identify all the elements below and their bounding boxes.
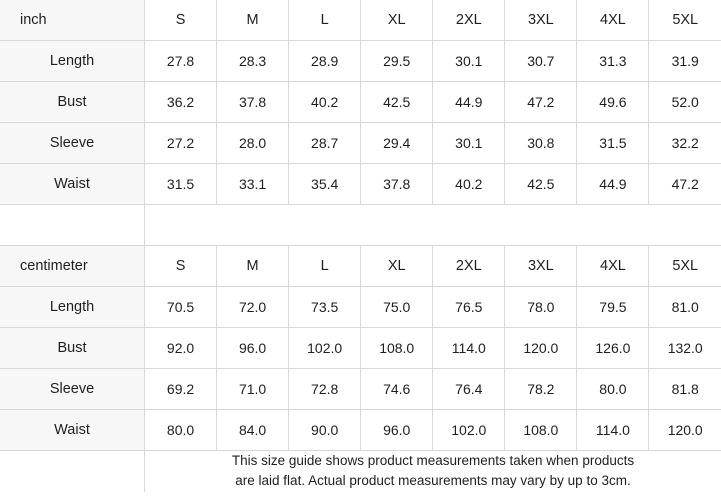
cell: 120.0 [505,328,577,369]
column-header-2xl: 2XL [433,0,505,41]
row-label-length: Length [0,287,145,328]
cell: 108.0 [505,410,577,451]
cell: 29.4 [361,123,433,164]
cell: 80.0 [145,410,217,451]
cell: 90.0 [289,410,361,451]
cell: 84.0 [217,410,289,451]
cell: 69.2 [145,369,217,410]
row-label-sleeve: Sleeve [0,369,145,410]
cell: 30.1 [433,41,505,82]
cell: 35.4 [289,164,361,205]
column-header-s: S [145,0,217,41]
column-header-s: S [145,246,217,287]
column-header-l: L [289,246,361,287]
cell: 27.2 [145,123,217,164]
cell: 96.0 [217,328,289,369]
cell: 28.9 [289,41,361,82]
row-label-bust: Bust [0,328,145,369]
cell: 75.0 [361,287,433,328]
cell: 40.2 [289,82,361,123]
table-row [0,369,721,410]
table-row [0,328,721,369]
row-label-bust: Bust [0,82,145,123]
column-header-3xl: 3XL [505,0,577,41]
cell: 42.5 [361,82,433,123]
row-label-sleeve: Sleeve [0,123,145,164]
column-header-5xl: 5XL [649,0,721,41]
cell: 114.0 [433,328,505,369]
table-row [0,410,721,451]
cell: 70.5 [145,287,217,328]
cell: 76.4 [433,369,505,410]
column-header-m: M [217,246,289,287]
column-header-4xl: 4XL [577,0,649,41]
row-label-waist: Waist [0,164,145,205]
cell: 96.0 [361,410,433,451]
footnote [145,451,721,492]
cell: 74.6 [361,369,433,410]
footnote-row [0,451,721,492]
footnote-spacer [0,451,145,492]
cell: 44.9 [433,82,505,123]
cell: 72.8 [289,369,361,410]
cell: 33.1 [217,164,289,205]
cell: 102.0 [433,410,505,451]
footnote-line-2: are laid flat. Actual product measurements may vary by up to 3cm. [235,473,631,489]
cell: 27.8 [145,41,217,82]
cell: 92.0 [145,328,217,369]
cell: 132.0 [649,328,721,369]
cell: 108.0 [361,328,433,369]
cell: 81.8 [649,369,721,410]
cell: 31.5 [577,123,649,164]
cell: 73.5 [289,287,361,328]
cell: 114.0 [577,410,649,451]
cell: 32.2 [649,123,721,164]
column-header-2xl: 2XL [433,246,505,287]
cell: 47.2 [505,82,577,123]
cell: 102.0 [289,328,361,369]
cell: 79.5 [577,287,649,328]
cell: 80.0 [577,369,649,410]
column-header-l: L [289,0,361,41]
column-header-4xl: 4XL [577,246,649,287]
cell: 47.2 [649,164,721,205]
cell: 76.5 [433,287,505,328]
cell: 81.0 [649,287,721,328]
table-row [0,123,721,164]
table-gap-row [0,205,721,246]
unit-label-inch: inch [0,0,145,41]
table-row [0,287,721,328]
cell: 44.9 [577,164,649,205]
cell: 30.7 [505,41,577,82]
column-header-m: M [217,0,289,41]
cell: 31.9 [649,41,721,82]
cell: 31.3 [577,41,649,82]
column-header-5xl: 5XL [649,246,721,287]
cell: 40.2 [433,164,505,205]
cell: 37.8 [217,82,289,123]
cell: 29.5 [361,41,433,82]
row-label-waist: Waist [0,410,145,451]
gap-cell-left [0,205,145,246]
cell: 52.0 [649,82,721,123]
cell: 28.7 [289,123,361,164]
table-header-row-inch [0,0,721,41]
cell: 28.0 [217,123,289,164]
cell: 42.5 [505,164,577,205]
row-label-length: Length [0,41,145,82]
table-row [0,164,721,205]
cell: 126.0 [577,328,649,369]
cell: 78.2 [505,369,577,410]
cell: 120.0 [649,410,721,451]
footnote-line-1: This size guide shows product measurements taken when products [231,453,635,468]
cell: 30.8 [505,123,577,164]
column-header-xl: XL [361,0,433,41]
table-row [0,82,721,123]
gap-cell-right [145,205,721,246]
table-row [0,41,721,82]
column-header-3xl: 3XL [505,246,577,287]
cell: 30.1 [433,123,505,164]
cell: 78.0 [505,287,577,328]
cell: 37.8 [361,164,433,205]
cell: 72.0 [217,287,289,328]
cell: 49.6 [577,82,649,123]
table-header-row-centimeter [0,246,721,287]
cell: 31.5 [145,164,217,205]
cell: 28.3 [217,41,289,82]
unit-label-centimeter: centimeter [0,246,145,287]
cell: 36.2 [145,82,217,123]
column-header-xl: XL [361,246,433,287]
cell: 71.0 [217,369,289,410]
